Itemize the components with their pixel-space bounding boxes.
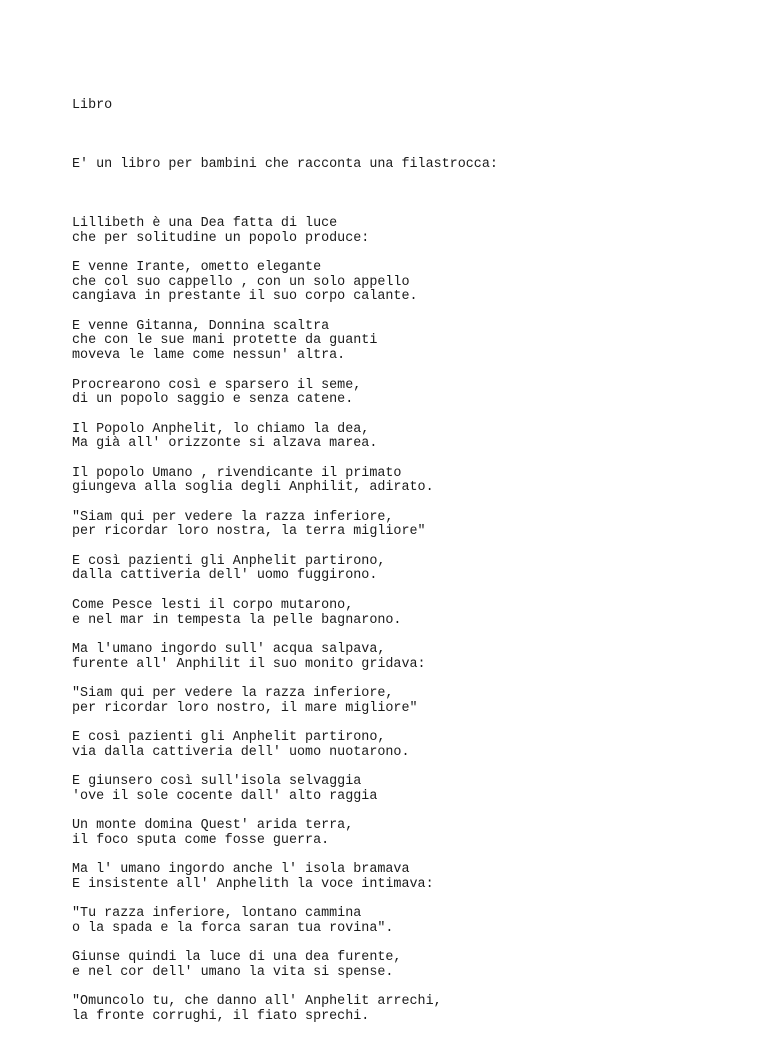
poem-line: via dalla cattiveria dell' uomo nuotarono. — [72, 744, 410, 760]
stanza — [72, 643, 752, 672]
poem-stanzas — [72, 217, 752, 1025]
stanza — [72, 320, 752, 364]
poem-line: moveva le lame come nessun' altra. — [72, 348, 346, 364]
poem-line: o la spada e la forca saran tua rovina". — [72, 920, 394, 936]
stanza — [72, 555, 752, 584]
poem-line: E giunsero così sull'isola selvaggia — [72, 774, 362, 790]
poem-line: che col suo cappello , con un solo appello — [72, 274, 410, 290]
poem-line: E venne Gitanna, Donnina scaltra — [72, 318, 330, 334]
stanza — [72, 379, 752, 408]
poem-line: Giunse quindi la luce di una dea furente, — [72, 950, 402, 966]
stanza — [72, 423, 752, 452]
poem-line: e nel mar in tempesta la pelle bagnarono. — [72, 612, 402, 628]
poem-line: Ma l' umano ingordo anche l' isola bramava — [72, 862, 410, 878]
poem-line: e nel cor dell' umano la vita si spense. — [72, 965, 394, 981]
poem-line: di un popolo saggio e senza catene. — [72, 392, 354, 408]
stanza — [72, 467, 752, 496]
stanza — [72, 511, 752, 540]
stanza — [72, 599, 752, 628]
document-title: Libro — [72, 98, 113, 114]
stanza — [72, 261, 752, 305]
stanza — [72, 775, 752, 804]
poem-line: che per solitudine un popolo produce: — [72, 230, 370, 246]
poem-line: Ma l'umano ingordo sull' acqua salpava, — [72, 641, 386, 657]
poem-line: "Siam qui per vedere la razza inferiore, — [72, 509, 394, 525]
poem-line: per ricordar loro nostra, la terra migliore" — [72, 524, 426, 540]
poem-line: furente all' Anphilit il suo monito gridava: — [72, 656, 426, 672]
poem-line: giungeva alla soglia degli Anphilit, adirato. — [72, 480, 434, 496]
poem-line: "Omuncolo tu, che danno all' Anphelit arrechi, — [72, 994, 442, 1010]
poem-line: Ma già all' orizzonte si alzava marea. — [72, 436, 378, 452]
poem-line: dalla cattiveria dell' uomo fuggirono. — [72, 568, 378, 584]
poem-line: che con le sue mani protette da guanti — [72, 333, 378, 349]
poem-line: E così pazienti gli Anphelit partirono, — [72, 730, 386, 746]
stanza — [72, 995, 752, 1024]
poem-line: "Tu razza inferiore, lontano cammina — [72, 906, 362, 922]
document-intro: E' un libro per bambini che racconta una filastrocca: — [72, 157, 498, 173]
poem-line: E venne Irante, ometto elegante — [72, 260, 322, 276]
poem-line: E così pazienti gli Anphelit partirono, — [72, 553, 386, 569]
poem-line: Lillibeth è una Dea fatta di luce — [72, 215, 338, 231]
poem-line: Procrearono così e sparsero il seme, — [72, 377, 362, 393]
poem-line: E insistente all' Anphelith la voce intimava: — [72, 876, 434, 892]
poem-line: "Siam qui per vedere la razza inferiore, — [72, 685, 394, 701]
stanza — [72, 819, 752, 848]
stanza — [72, 863, 752, 892]
stanza — [72, 687, 752, 716]
poem-line: Come Pesce lesti il corpo mutarono, — [72, 597, 354, 613]
poem-line: la fronte corrughi, il fiato sprechi. — [72, 1009, 370, 1025]
stanza — [72, 217, 752, 246]
poem-line: Il popolo Umano , rivendicante il primato — [72, 465, 402, 481]
poem-line: cangiava in prestante il suo corpo calante. — [72, 289, 418, 305]
poem-line: 'ove il sole cocente dall' alto raggia — [72, 788, 378, 804]
poem-line: Un monte domina Quest' arida terra, — [72, 818, 354, 834]
poem-line: Il Popolo Anphelit, lo chiamo la dea, — [72, 421, 370, 437]
poem-line: il foco sputa come fosse guerra. — [72, 832, 330, 848]
stanza — [72, 951, 752, 980]
poem-line: per ricordar loro nostro, il mare migliore" — [72, 700, 418, 716]
stanza — [72, 731, 752, 760]
stanza — [72, 907, 752, 936]
document-body — [72, 70, 752, 1054]
